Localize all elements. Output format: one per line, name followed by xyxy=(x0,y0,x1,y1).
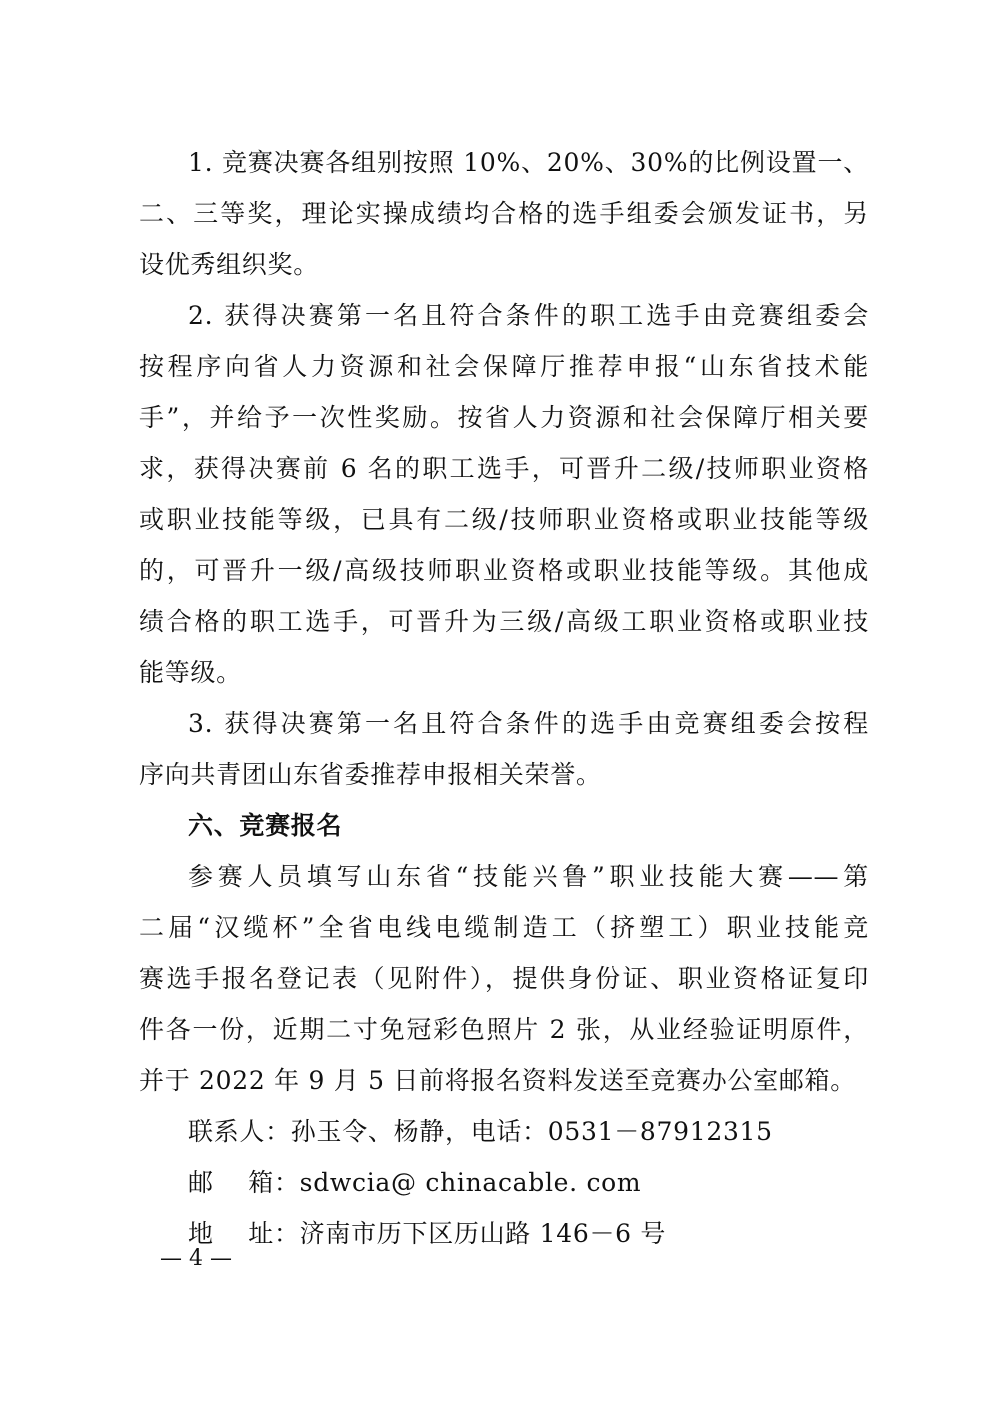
item2-line-5: 或职业技能等级，已具有二级/技师职业资格或职业技能等级 xyxy=(139,505,869,534)
registration-line-1: 参赛人员填写山东省“技能兴鲁”职业技能大赛——第 xyxy=(188,862,869,891)
item2-line-2: 按程序向省人力资源和社会保障厅推荐申报“山东省技术能 xyxy=(139,352,869,381)
email-line: 邮 箱：sdwcia@ chinacable. com xyxy=(188,1168,642,1197)
item2-line-1: 2. 获得决赛第一名且符合条件的职工选手由竞赛组委会 xyxy=(188,301,869,330)
registration-line-5: 并于 2022 年 9 月 5 日前将报名资料发送至竞赛办公室邮箱。 xyxy=(139,1066,856,1095)
registration-line-2: 二届“汉缆杯”全省电线电缆制造工（挤塑工）职业技能竞 xyxy=(139,913,869,942)
item2-line-3: 手”，并给予一次性奖励。按省人力资源和社会保障厅相关要 xyxy=(139,403,869,432)
item3-line-1: 3. 获得决赛第一名且符合条件的选手由竞赛组委会按程 xyxy=(188,709,869,738)
contact-line: 联系人：孙玉令、杨静，电话：0531－87912315 xyxy=(188,1117,773,1146)
item2-line-7: 绩合格的职工选手，可晋升为三级/高级工职业资格或职业技 xyxy=(139,607,869,636)
item1-line-1: 1. 竞赛决赛各组别按照 10%、20%、30%的比例设置一、 xyxy=(188,148,869,177)
item2-line-8: 能等级。 xyxy=(139,658,242,687)
item3-line-2: 序向共青团山东省委推荐申报相关荣誉。 xyxy=(139,760,602,789)
item1-line-2: 二、三等奖，理论实操成绩均合格的选手组委会颁发证书，另 xyxy=(139,199,869,228)
registration-line-3: 赛选手报名登记表（见附件），提供身份证、职业资格证复印 xyxy=(139,964,869,993)
item1-line-3: 设优秀组织奖。 xyxy=(139,250,319,279)
address-line: 地 址：济南市历下区历山路 146－6 号 xyxy=(188,1219,667,1248)
item2-line-6: 的，可晋升一级/高级技师职业资格或职业技能等级。其他成 xyxy=(139,556,869,585)
section-heading: 六、竞赛报名 xyxy=(188,811,343,840)
page-number: — 4 — xyxy=(160,1246,232,1271)
item2-line-4: 求，获得决赛前 6 名的职工选手，可晋升二级/技师职业资格 xyxy=(139,454,869,483)
registration-line-4: 件各一份，近期二寸免冠彩色照片 2 张，从业经验证明原件， xyxy=(139,1015,869,1044)
